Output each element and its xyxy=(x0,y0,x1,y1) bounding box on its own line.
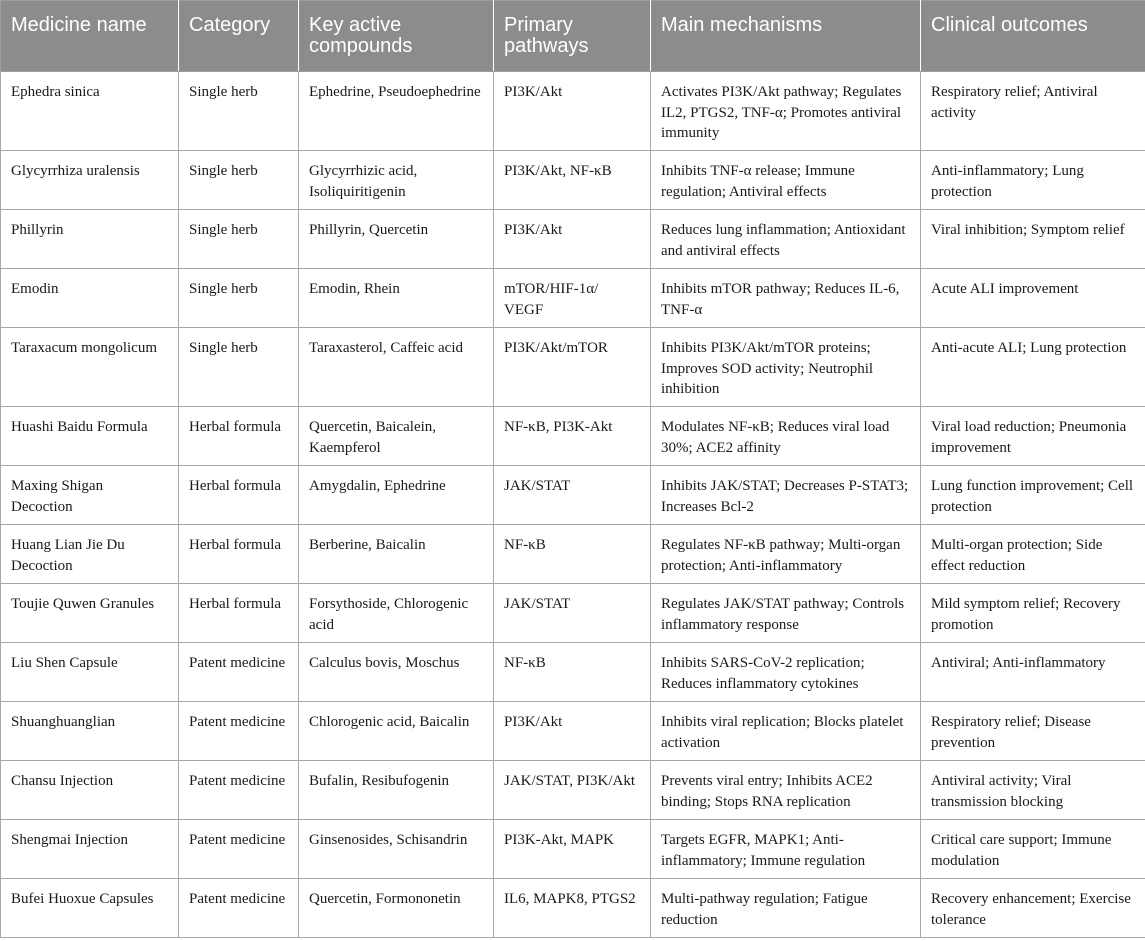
cell-clinical-outcomes: Antiviral activity; Viral transmission blocking xyxy=(921,761,1145,820)
cell-category: Herbal formula xyxy=(179,525,299,584)
cell-primary-pathways: NF-κB xyxy=(494,525,651,584)
cell-main-mechanisms: Modulates NF-κB; Reduces viral load 30%; ACE2 affinity xyxy=(651,407,921,466)
cell-medicine-name: Huashi Baidu Formula xyxy=(1,407,179,466)
cell-key-active-compounds: Forsythoside, Chlorogenic acid xyxy=(299,584,494,643)
cell-medicine-name: Emodin xyxy=(1,269,179,328)
cell-main-mechanisms: Inhibits mTOR pathway; Reduces IL-6, TNF-α xyxy=(651,269,921,328)
cell-main-mechanisms: Inhibits JAK/STAT; Decreases P-STAT3; Increases Bcl-2 xyxy=(651,466,921,525)
cell-clinical-outcomes: Mild symptom relief; Recovery promotion xyxy=(921,584,1145,643)
cell-medicine-name: Maxing Shigan Decoction xyxy=(1,466,179,525)
cell-medicine-name: Huang Lian Jie Du Decoction xyxy=(1,525,179,584)
table-row xyxy=(1,269,1145,328)
cell-main-mechanisms: Inhibits PI3K/Akt/mTOR proteins; Improves SOD activity; Neutrophil inhibition xyxy=(651,328,921,407)
cell-medicine-name: Chansu Injection xyxy=(1,761,179,820)
table-row xyxy=(1,643,1145,702)
cell-key-active-compounds: Quercetin, Baicalein, Kaempferol xyxy=(299,407,494,466)
table-body xyxy=(1,72,1145,938)
cell-clinical-outcomes: Recovery enhancement; Exercise tolerance xyxy=(921,879,1145,938)
cell-primary-pathways: PI3K/Akt xyxy=(494,210,651,269)
cell-main-mechanisms: Inhibits TNF-α release; Immune regulation; Antiviral effects xyxy=(651,151,921,210)
table-row xyxy=(1,210,1145,269)
table-row xyxy=(1,328,1145,407)
cell-category: Patent medicine xyxy=(179,761,299,820)
header-primary-pathways: Primary pathways xyxy=(494,1,651,72)
cell-category: Single herb xyxy=(179,72,299,151)
cell-category: Patent medicine xyxy=(179,643,299,702)
header-clinical-outcomes: Clinical outcomes xyxy=(921,1,1145,72)
cell-key-active-compounds: Emodin, Rhein xyxy=(299,269,494,328)
cell-key-active-compounds: Chlorogenic acid, Baicalin xyxy=(299,702,494,761)
cell-primary-pathways: IL6, MAPK8, PTGS2 xyxy=(494,879,651,938)
cell-medicine-name: Shuanghuanglian xyxy=(1,702,179,761)
cell-medicine-name: Liu Shen Capsule xyxy=(1,643,179,702)
cell-medicine-name: Glycyrrhiza uralensis xyxy=(1,151,179,210)
cell-clinical-outcomes: Viral load reduction; Pneumonia improvement xyxy=(921,407,1145,466)
cell-primary-pathways: JAK/STAT xyxy=(494,584,651,643)
cell-primary-pathways: PI3K/Akt, NF-κB xyxy=(494,151,651,210)
cell-category: Patent medicine xyxy=(179,702,299,761)
table-row xyxy=(1,466,1145,525)
cell-clinical-outcomes: Critical care support; Immune modulation xyxy=(921,820,1145,879)
cell-clinical-outcomes: Multi-organ protection; Side effect reduction xyxy=(921,525,1145,584)
cell-primary-pathways: PI3K/Akt/mTOR xyxy=(494,328,651,407)
header-medicine-name: Medicine name xyxy=(1,1,179,72)
cell-key-active-compounds: Berberine, Baicalin xyxy=(299,525,494,584)
cell-key-active-compounds: Amygdalin, Ephedrine xyxy=(299,466,494,525)
cell-clinical-outcomes: Anti-inflammatory; Lung protection xyxy=(921,151,1145,210)
cell-clinical-outcomes: Antiviral; Anti-inflammatory xyxy=(921,643,1145,702)
table-row xyxy=(1,761,1145,820)
header-main-mechanisms: Main mechanisms xyxy=(651,1,921,72)
table-row xyxy=(1,525,1145,584)
cell-medicine-name: Phillyrin xyxy=(1,210,179,269)
cell-primary-pathways: JAK/STAT xyxy=(494,466,651,525)
cell-category: Single herb xyxy=(179,269,299,328)
cell-clinical-outcomes: Anti-acute ALI; Lung protection xyxy=(921,328,1145,407)
cell-key-active-compounds: Taraxasterol, Caffeic acid xyxy=(299,328,494,407)
header-key-active-compounds: Key active compounds xyxy=(299,1,494,72)
cell-primary-pathways: mTOR/HIF-1α/ VEGF xyxy=(494,269,651,328)
table-row xyxy=(1,72,1145,151)
table-row xyxy=(1,407,1145,466)
cell-primary-pathways: PI3K/Akt xyxy=(494,72,651,151)
cell-medicine-name: Taraxacum mongolicum xyxy=(1,328,179,407)
cell-key-active-compounds: Quercetin, Formononetin xyxy=(299,879,494,938)
cell-main-mechanisms: Activates PI3K/Akt pathway; Regulates IL2, PTGS2, TNF-α; Promotes antiviral immunity xyxy=(651,72,921,151)
table-row xyxy=(1,702,1145,761)
cell-category: Single herb xyxy=(179,151,299,210)
cell-medicine-name: Shengmai Injection xyxy=(1,820,179,879)
cell-category: Single herb xyxy=(179,210,299,269)
table-row xyxy=(1,879,1145,938)
cell-clinical-outcomes: Acute ALI improvement xyxy=(921,269,1145,328)
cell-main-mechanisms: Regulates JAK/STAT pathway; Controls inflammatory response xyxy=(651,584,921,643)
table-row xyxy=(1,584,1145,643)
cell-clinical-outcomes: Respiratory relief; Antiviral activity xyxy=(921,72,1145,151)
cell-primary-pathways: NF-κB, PI3K-Akt xyxy=(494,407,651,466)
header-category: Category xyxy=(179,1,299,72)
cell-clinical-outcomes: Respiratory relief; Disease prevention xyxy=(921,702,1145,761)
cell-main-mechanisms: Prevents viral entry; Inhibits ACE2 binding; Stops RNA replication xyxy=(651,761,921,820)
cell-medicine-name: Toujie Quwen Granules xyxy=(1,584,179,643)
cell-main-mechanisms: Reduces lung inflammation; Antioxidant and antiviral effects xyxy=(651,210,921,269)
cell-key-active-compounds: Ginsenosides, Schisandrin xyxy=(299,820,494,879)
cell-medicine-name: Ephedra sinica xyxy=(1,72,179,151)
cell-primary-pathways: NF-κB xyxy=(494,643,651,702)
cell-primary-pathways: JAK/STAT, PI3K/Akt xyxy=(494,761,651,820)
cell-main-mechanisms: Inhibits viral replication; Blocks platelet activation xyxy=(651,702,921,761)
cell-key-active-compounds: Calculus bovis, Moschus xyxy=(299,643,494,702)
table-row xyxy=(1,151,1145,210)
cell-category: Patent medicine xyxy=(179,820,299,879)
cell-main-mechanisms: Regulates NF-κB pathway; Multi-organ protection; Anti-inflammatory xyxy=(651,525,921,584)
table-header xyxy=(1,1,1145,72)
cell-clinical-outcomes: Lung function improvement; Cell protection xyxy=(921,466,1145,525)
cell-category: Single herb xyxy=(179,328,299,407)
cell-category: Herbal formula xyxy=(179,584,299,643)
cell-main-mechanisms: Inhibits SARS-CoV-2 replication; Reduces inflammatory cytokines xyxy=(651,643,921,702)
cell-category: Patent medicine xyxy=(179,879,299,938)
cell-clinical-outcomes: Viral inhibition; Symptom relief xyxy=(921,210,1145,269)
cell-primary-pathways: PI3K/Akt xyxy=(494,702,651,761)
cell-key-active-compounds: Glycyrrhizic acid, Isoliquiritigenin xyxy=(299,151,494,210)
cell-main-mechanisms: Multi-pathway regulation; Fatigue reduction xyxy=(651,879,921,938)
cell-main-mechanisms: Targets EGFR, MAPK1; Anti-inflammatory; Immune regulation xyxy=(651,820,921,879)
cell-key-active-compounds: Ephedrine, Pseudoephedrine xyxy=(299,72,494,151)
cell-medicine-name: Bufei Huoxue Capsules xyxy=(1,879,179,938)
cell-key-active-compounds: Phillyrin, Quercetin xyxy=(299,210,494,269)
cell-key-active-compounds: Bufalin, Resibufogenin xyxy=(299,761,494,820)
cell-primary-pathways: PI3K-Akt, MAPK xyxy=(494,820,651,879)
table-row xyxy=(1,820,1145,879)
cell-category: Herbal formula xyxy=(179,407,299,466)
cell-category: Herbal formula xyxy=(179,466,299,525)
header-row xyxy=(1,1,1145,72)
